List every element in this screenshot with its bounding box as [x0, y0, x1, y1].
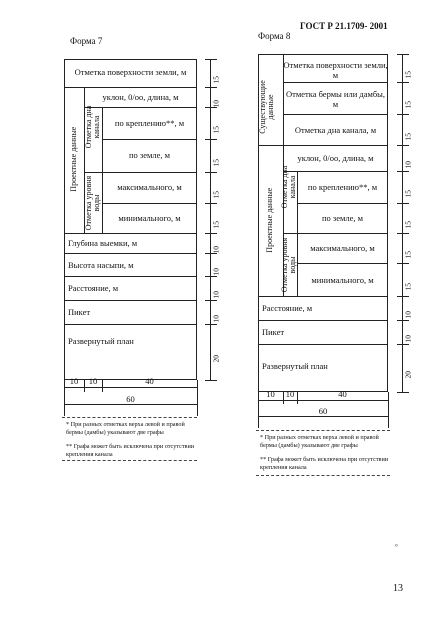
form8-dim-11: 20 — [403, 371, 413, 379]
form7-dim-10: 10 — [211, 315, 221, 323]
form7-dim-2: 10 — [211, 100, 221, 108]
form8-dim-10: 10 — [403, 335, 413, 343]
form8-col-dim-1: 10 — [266, 389, 275, 399]
form7-note-1: * При разных отметках верха левой и правой бермы (дамбы) указывают две графы — [66, 421, 185, 436]
form7-col-dim-3: 40 — [145, 376, 154, 386]
form7-note-2: ** Графа может быть исключена при отсутствии крепления канала — [66, 443, 195, 458]
form7-dim-11: 20 — [211, 355, 221, 363]
form7-water-level-group: Отметка уровня воды — [84, 175, 102, 231]
form8-plan: Развернутый план — [262, 361, 328, 371]
footer-mark: ° — [395, 543, 398, 551]
form8-ground-mark: Отметка поверхности земли, м — [283, 60, 388, 81]
standard-code: ГОСТ Р 21.1709- 2001 — [300, 21, 388, 31]
form7-dim-1: 15 — [211, 76, 221, 84]
form8-dim-7: 15 — [403, 251, 413, 259]
form8-picket: Пикет — [262, 327, 285, 337]
form7-col-dim-2: 10 — [88, 376, 98, 386]
form7-dim-7: 10 — [211, 246, 221, 254]
form8-bottom-mark: Отметка дна канала, м — [294, 125, 377, 135]
form7-by-ground: по земле, м — [128, 150, 171, 160]
form8-dim-5: 15 — [403, 190, 413, 198]
form7-ground-mark: Отметка поверхности земли, м — [74, 67, 187, 77]
form7-min: минимального, м — [118, 213, 181, 223]
form8-max: максимального, м — [310, 243, 375, 253]
form8-canal-bottom-group: Отметка дна канала — [280, 165, 298, 209]
form7-plan: Развернутый план — [68, 336, 134, 346]
form8-by-ground: по земле, м — [321, 213, 364, 223]
form8-col-dim-3: 40 — [338, 389, 347, 399]
form8-berm-mark: Отметка бермы или дамбы, м — [285, 89, 386, 110]
form7-dim-5: 15 — [211, 191, 221, 199]
form8-note-1: * При разных отметках верха левой и правой бермы (дамбы) указывают две графы — [260, 434, 379, 449]
form7-dim-6: 15 — [211, 221, 221, 229]
form8-slope: уклон, 0/оо, длина, м — [297, 153, 374, 163]
form8-note-2: ** Графа может быть исключена при отсутствии крепления канала — [260, 456, 389, 471]
form8-dim-3: 15 — [403, 133, 413, 141]
form7-by-lining: по креплению**, м — [114, 118, 185, 128]
form8-dim-4: 10 — [403, 161, 413, 169]
form7-cut-depth: Глубина выемки, м — [68, 238, 138, 248]
form8-title: Форма 8 — [258, 31, 291, 41]
form7-max: максимального, м — [117, 182, 182, 192]
form8-distance: Расстояние, м — [262, 303, 313, 313]
form8-dim-8: 15 — [403, 283, 413, 291]
form7-distance: Расстояние, м — [68, 283, 119, 293]
form7-canal-bottom-group: Отметка дна канала — [84, 105, 102, 149]
form8-by-lining: по креплению**, м — [307, 182, 378, 192]
form7-slope: уклон, 0/оо, длина, м — [102, 92, 179, 102]
form7-dim-4: 15 — [211, 159, 221, 167]
form7-picket: Пикет — [68, 307, 91, 317]
form7-title: Форма 7 — [70, 36, 103, 46]
form8-dim-1: 15 — [403, 71, 413, 79]
form8-existing-group: Существующие данные — [258, 80, 276, 134]
form8-dim-2: 15 — [403, 101, 413, 109]
form8-dim-6: 15 — [403, 221, 413, 229]
form7-dim-3: 15 — [211, 126, 221, 134]
form8-col-dim-total: 60 — [318, 406, 328, 416]
page-number: 13 — [393, 583, 403, 594]
form8-water-level-group: Отметка уровня воды — [280, 237, 298, 293]
form7-fill-height: Высота насыпи, м — [68, 260, 134, 270]
form7-dim-8: 10 — [211, 268, 221, 276]
form7-dim-9: 10 — [211, 291, 221, 299]
form8-dim-9: 10 — [403, 311, 413, 319]
form8-min: минимального, м — [311, 275, 374, 285]
form8-col-dim-2: 10 — [285, 389, 295, 399]
form7-col-dim-1: 10 — [69, 376, 79, 386]
form7-design-group: Проектные данные — [68, 126, 78, 192]
form8-design-group: Проектные данные — [264, 187, 274, 253]
form7-col-dim-total: 60 — [126, 394, 135, 404]
